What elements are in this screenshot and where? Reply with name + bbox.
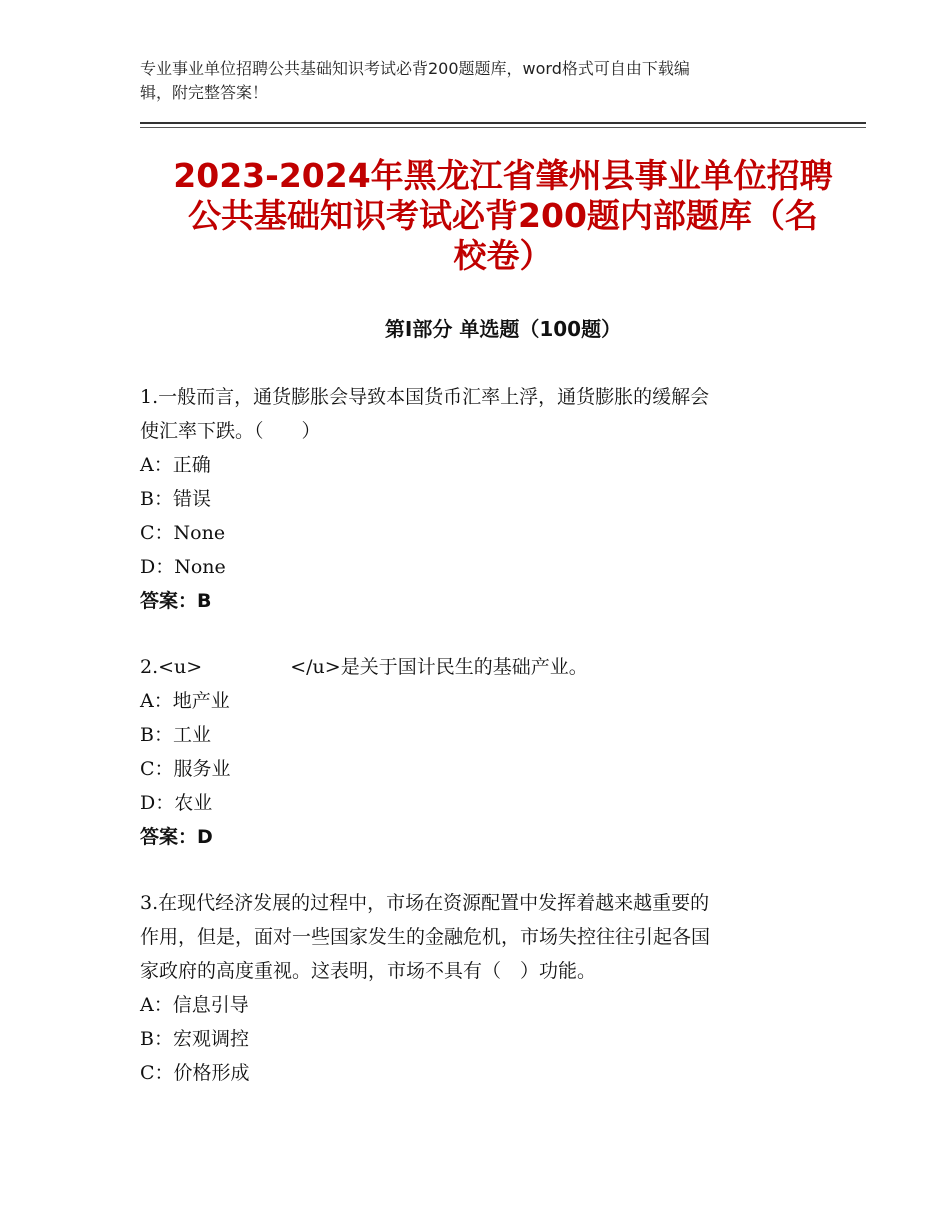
- header-note-line: 专业事业单位招聘公共基础知识考试必背200题题库，word格式可自由下载编: [140, 59, 690, 78]
- header-note-line: 辑，附完整答案！: [140, 83, 269, 102]
- option-b: B：宏观调控: [140, 1028, 249, 1050]
- document-title: [140, 156, 866, 276]
- section-heading: 第Ⅰ部分 单选题（100题）: [384, 317, 622, 341]
- option-b: B：工业: [140, 724, 211, 746]
- option-a: A：地产业: [140, 690, 230, 712]
- option-d: D：农业: [140, 792, 213, 814]
- question-stem-line: 使汇率下跌。（ ）: [140, 420, 321, 442]
- option-c: C：None: [140, 522, 226, 544]
- question-stem-line: 1.一般而言，通货膨胀会导致本国货币汇率上浮，通货膨胀的缓解会: [140, 386, 710, 408]
- title-line: 2023-2024年黑龙江省肇州县事业单位招聘: [173, 156, 833, 195]
- option-d: D：None: [140, 556, 226, 578]
- question-stem-line: 作用，但是，面对一些国家发生的金融危机，市场失控往往引起各国: [140, 926, 711, 948]
- option-c: C：价格形成: [140, 1062, 250, 1084]
- header-divider: [140, 122, 866, 124]
- question-3: [140, 886, 800, 1090]
- question-1: [140, 380, 800, 618]
- answer: 答案：B: [140, 590, 212, 612]
- question-2: [140, 650, 800, 854]
- title-line: 公共基础知识考试必背200题内部题库（名: [188, 196, 818, 235]
- title-line: 校卷）: [453, 236, 553, 275]
- question-stem-line: 家政府的高度重视。这表明，市场不具有（ ）功能。: [140, 960, 597, 982]
- stem-suffix: </u>是关于国计民生的基础产业。: [290, 656, 588, 678]
- option-c: C：服务业: [140, 758, 231, 780]
- header-divider-thin: [140, 127, 866, 128]
- option-a: A：信息引导: [140, 994, 249, 1016]
- question-stem-line: 3.在现代经济发展的过程中，市场在资源配置中发挥着越来越重要的: [140, 892, 710, 914]
- answer: 答案：D: [140, 826, 213, 848]
- option-a: A：正确: [140, 454, 211, 476]
- header-note: [140, 57, 820, 105]
- question-list: [140, 380, 800, 1122]
- stem-prefix: 2.<u>: [140, 656, 203, 678]
- option-b: B：错误: [140, 488, 211, 510]
- question-stem-line: [140, 650, 800, 684]
